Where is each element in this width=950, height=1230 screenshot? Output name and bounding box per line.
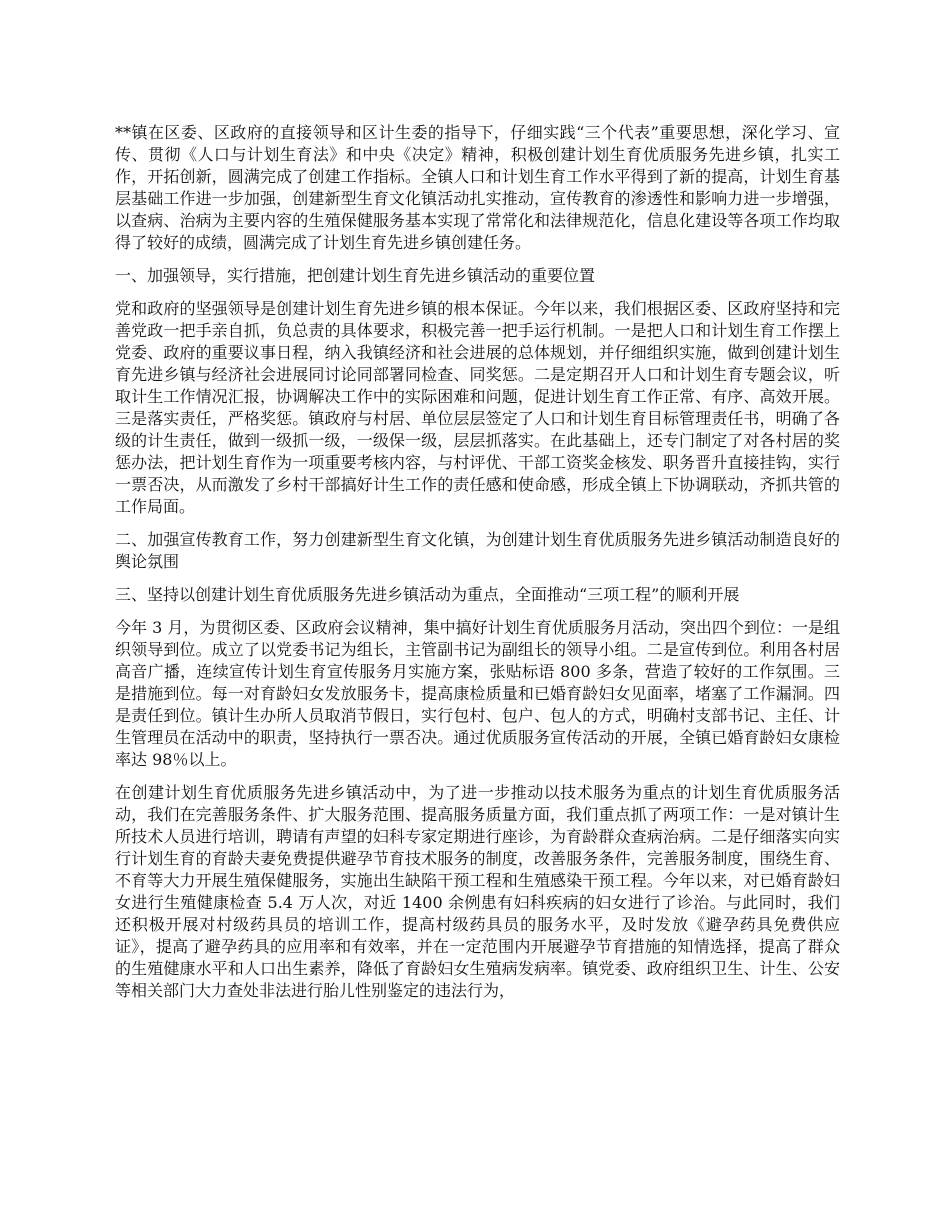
section-heading-3: 三、坚持以创建计划生育优质服务先进乡镇活动为重点，全面推动“三项工程”的顺利开展 <box>115 585 740 604</box>
section-heading-1: 一、加强领导，实行措施，把创建计划生育先进乡镇活动的重要位置 <box>115 266 596 285</box>
section-1-paragraph: 党和政府的坚强领导是创建计划生育先进乡镇的根本保证。今年以来，我们根据区委、区政府坚持和完善党政一把手亲自抓，负总责的具体要求，积极完善一把手运行机制。一是把人口和计划生育工作摆上党委、政府的重要议事日程，纳入我镇经济和社会进展的总体规划，并仔细组织实施，做到创建计划生育先进乡镇与经济社会进展同讨论同部署同检查、同奖惩。二是定期召开人口和计划生育专题会议，听取计生工作情况汇报，协调解决工作中的实际困难和问题，促进计划生育工作正常、有序、高效开展。三是落实责任，严格奖惩。镇政府与村居、单位层层签定了人口和计划生育目标管理责任书，明确了各级的计生责任，做到一级抓一级，一级保一级，层层抓落实。在此基础上，还专门制定了对各村居的奖惩办法，把计划生育作为一项重要考核内容，与村评优、干部工资奖金核发、职务晋升直接挂钩，实行一票否决，从而激发了乡村干部搞好计生工作的责任感和使命感，形成全镇上下协调联动，齐抓共管的工作局面。 <box>115 299 840 516</box>
section-3-paragraph-b: 在创建计划生育优质服务先进乡镇活动中，为了进一步推动以技术服务为重点的计划生育优质服务活动，我们在完善服务条件、扩大服务范围、提高服务质量方面，我们重点抓了两项工作：一是对镇计生所技术人员进行培训，聘请有声望的妇科专家定期进行座诊，为育龄群众查病治病。二是仔细落实向实行计划生育的育龄夫妻免费提供避孕节育技术服务的制度，改善服务条件，完善服务制度，围绕生育、不育等大力开展生殖保健服务，实施出生缺陷干预工程和生殖感染干预工程。今年以来，对已婚育龄妇女进行生殖健康检查 5.4 万人次，对近 1400 余例患有妇科疾病的妇女进行了诊治。与此同时，我们还积极开展对村级药具员的培训工作，提高村级药具员的服务水平，及时发放《避孕药具免费供应证》，提高了避孕药具的应用率和有效率，并在一定范围内开展避孕节育措施的知情选择，提高了群众的生殖健康水平和人口出生素养，降低了育龄妇女生殖病发病率。镇党委、政府组织卫生、计生、公安等相关部门大力查处非法进行胎儿性别鉴定的违法行为， <box>115 783 840 1000</box>
intro-paragraph: **镇在区委、区政府的直接领导和区计生委的指导下，仔细实践“三个代表”重要思想，深化学习、宣传、贯彻《人口与计划生育法》和中央《决定》精神，积极创建计划生育优质服务先进乡镇，扎实工作，开拓创新，圆满完成了创建工作指标。全镇人口和计划生育工作水平得到了新的提高，计划生育基层基础工作进一步加强，创建新型生育文化镇活动扎实推动，宣传教育的渗透性和影响力进一步增强，以查病、治病为主要内容的生殖保健服务基本实现了常常化和法律规范化，信息化建设等各项工作均取得了较好的成绩，圆满完成了计划生育先进乡镇创建任务。 <box>115 123 840 252</box>
document-page <box>115 122 840 1013</box>
section-3-paragraph-a: 今年 3 月，为贯彻区委、区政府会议精神，集中搞好计划生育优质服务月活动，突出四个到位：一是组织领导到位。成立了以党委书记为组长，主管副书记为副组长的领导小组。二是宣传到位。利用各村居高音广播，连续宣传计划生育宣传服务月实施方案，张贴标语 800 多条，营造了较好的工作氛围。三是措施到位。每一对育龄妇女发放服务卡，提高康检质量和已婚育龄妇女见面率，堵塞了工作漏洞。四是责任到位。镇计生办所人员取消节假日，实行包村、包户、包人的方式，明确村支部书记、主任、计生管理员在活动中的职责，坚持执行一票否决。通过优质服务宣传活动的开展，全镇已婚育龄妇女康检率达 98％以上。 <box>115 618 840 769</box>
section-heading-2: 二、加强宣传教育工作，努力创建新型生育文化镇，为创建计划生育优质服务先进乡镇活动制造良好的舆论氛围 <box>115 530 840 571</box>
